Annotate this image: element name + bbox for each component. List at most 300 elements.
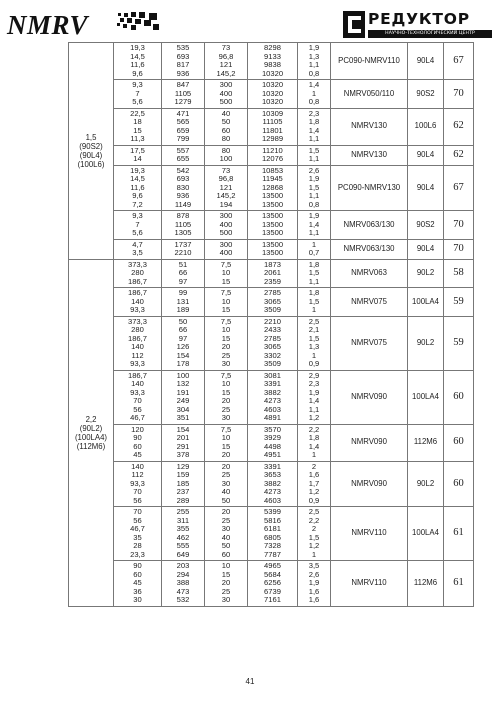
model-cell: NMRV063 bbox=[331, 259, 408, 288]
speed-cell bbox=[162, 288, 205, 317]
value: 96,8 bbox=[218, 174, 234, 183]
value: 1,4 bbox=[308, 396, 320, 405]
page-ref-cell: 67 bbox=[444, 43, 474, 80]
model-cell: NMRV063/130 bbox=[331, 211, 408, 240]
torque-cell bbox=[205, 145, 248, 165]
service-factor-cell bbox=[298, 80, 331, 109]
value: 300 bbox=[219, 239, 233, 249]
torque-cell bbox=[205, 165, 248, 211]
value: 186,7 bbox=[127, 370, 147, 380]
value: 12868 bbox=[261, 182, 284, 192]
value: 1,3 bbox=[308, 51, 320, 61]
value: 471 bbox=[176, 108, 190, 118]
value: 46,7 bbox=[130, 524, 145, 533]
value: 7 bbox=[135, 88, 140, 98]
value: 5399 bbox=[264, 507, 281, 516]
table-row bbox=[69, 424, 474, 461]
value: 203 bbox=[176, 561, 190, 570]
ratio-cell bbox=[114, 165, 162, 211]
ratio-cell bbox=[114, 80, 162, 109]
value: 10309 bbox=[261, 108, 284, 118]
torque-cell bbox=[205, 211, 248, 240]
value: 1,7 bbox=[308, 478, 320, 488]
value: 3653 bbox=[264, 470, 281, 479]
value: 121 bbox=[219, 60, 233, 69]
value: 112 bbox=[131, 350, 144, 360]
motor-cell: 90L2 bbox=[408, 259, 444, 288]
value: 9,3 bbox=[132, 80, 143, 89]
value: 194 bbox=[219, 199, 233, 209]
value: 93,3 bbox=[130, 359, 145, 368]
torque-cell bbox=[205, 424, 248, 461]
page-ref-cell: 60 bbox=[444, 461, 474, 507]
model-cell: NMRV050/110 bbox=[331, 80, 408, 109]
value: 99 bbox=[178, 288, 188, 297]
value: 4603 bbox=[264, 495, 281, 505]
table-row bbox=[69, 43, 474, 80]
value: 50 bbox=[221, 541, 231, 550]
value: 13500 bbox=[261, 211, 284, 220]
value: 12989 bbox=[261, 134, 284, 143]
value: 1,6 bbox=[308, 586, 320, 596]
value: 140 bbox=[131, 342, 144, 351]
value: 154 bbox=[176, 350, 190, 360]
value: 96,8 bbox=[218, 51, 234, 61]
value: 6739 bbox=[264, 586, 281, 596]
motor-cell: 90L4 bbox=[408, 145, 444, 165]
value: 185 bbox=[176, 478, 190, 488]
value: 13500 bbox=[261, 191, 284, 200]
motor-cell: 90L2 bbox=[408, 461, 444, 507]
gearbox-spec-table bbox=[68, 42, 474, 607]
value: 11210 bbox=[262, 145, 283, 155]
value: 121 bbox=[219, 182, 233, 192]
value: 1279 bbox=[174, 97, 192, 106]
value: 4965 bbox=[264, 561, 281, 570]
value: 2,3 bbox=[308, 108, 320, 118]
value: 4,7 bbox=[132, 239, 143, 249]
load-cell bbox=[248, 370, 298, 424]
value: 73 bbox=[221, 165, 231, 175]
value: 10 bbox=[221, 268, 231, 277]
value: 15 bbox=[221, 333, 231, 343]
value: 97 bbox=[178, 333, 188, 343]
value: 25 bbox=[221, 515, 231, 525]
value: 56 bbox=[133, 515, 142, 525]
value: 400 bbox=[219, 219, 233, 229]
value: 15 bbox=[221, 569, 231, 579]
service-factor-cell bbox=[298, 43, 331, 80]
value: 500 bbox=[219, 97, 233, 106]
value: 936 bbox=[176, 68, 190, 78]
value: 126 bbox=[176, 342, 190, 351]
value: 45 bbox=[133, 578, 142, 587]
value: 56 bbox=[133, 404, 142, 414]
motor-cell: 100LA4 bbox=[408, 507, 444, 561]
value: 186,7 bbox=[127, 333, 147, 343]
value: 3,5 bbox=[132, 248, 143, 257]
value: 1 bbox=[311, 305, 317, 314]
value: 649 bbox=[176, 549, 190, 559]
value: 73 bbox=[221, 43, 231, 52]
value: 2210 bbox=[264, 316, 281, 326]
value: 1,9 bbox=[308, 387, 320, 397]
value: 35 bbox=[133, 532, 142, 542]
value: 1,9 bbox=[308, 174, 320, 183]
company-name: РЕДУКТОР bbox=[368, 10, 470, 28]
value: 70 bbox=[133, 487, 142, 496]
value: 20 bbox=[221, 578, 231, 587]
ratio-cell bbox=[114, 108, 162, 145]
value: 1105 bbox=[174, 88, 192, 98]
value: 655 bbox=[176, 154, 190, 163]
value: 4951 bbox=[264, 450, 281, 459]
value: 3929 bbox=[264, 433, 281, 442]
speed-cell bbox=[162, 80, 205, 109]
load-cell bbox=[248, 80, 298, 109]
brand-wordmark: NMRV bbox=[7, 10, 89, 40]
speed-cell bbox=[162, 165, 205, 211]
power-label: (90L4) bbox=[79, 150, 103, 160]
value: 132 bbox=[176, 379, 190, 388]
table-row bbox=[69, 259, 474, 288]
value: 10 bbox=[221, 433, 231, 442]
value: 129 bbox=[176, 461, 190, 471]
value: 186,7 bbox=[127, 288, 147, 297]
value: 1,5 bbox=[308, 532, 320, 542]
torque-cell bbox=[205, 80, 248, 109]
page-ref-cell: 60 bbox=[444, 424, 474, 461]
service-factor-cell bbox=[298, 165, 331, 211]
model-cell: NMRV090 bbox=[331, 461, 408, 507]
value: 7 bbox=[135, 219, 140, 229]
motor-cell: 100LA4 bbox=[408, 288, 444, 317]
motor-cell: 90S2 bbox=[408, 211, 444, 240]
value: 19,3 bbox=[130, 43, 145, 52]
value: 400 bbox=[219, 248, 233, 257]
value: 13500 bbox=[261, 199, 284, 209]
value: 90 bbox=[133, 433, 142, 442]
value: 93,3 bbox=[130, 387, 145, 397]
value: 93,3 bbox=[130, 478, 145, 488]
value: 10 bbox=[221, 325, 231, 334]
value: 542 bbox=[176, 165, 190, 175]
service-factor-cell bbox=[298, 239, 331, 259]
value: 28 bbox=[133, 541, 142, 550]
value: 1,2 bbox=[308, 541, 320, 550]
value: 50 bbox=[221, 495, 231, 505]
value: 3882 bbox=[264, 478, 281, 488]
ratio-cell bbox=[114, 43, 162, 80]
value: 7,5 bbox=[220, 259, 232, 269]
service-factor-cell bbox=[298, 259, 331, 288]
ratio-cell bbox=[114, 424, 162, 461]
table-row bbox=[69, 108, 474, 145]
value: 140 bbox=[131, 379, 144, 388]
value: 9,3 bbox=[132, 211, 143, 220]
torque-cell bbox=[205, 288, 248, 317]
value: 25 bbox=[221, 350, 231, 360]
value: 70 bbox=[133, 507, 142, 516]
value: 11945 bbox=[262, 174, 283, 183]
value: 2 bbox=[311, 524, 317, 533]
value: 25 bbox=[221, 470, 231, 479]
speed-cell bbox=[162, 461, 205, 507]
value: 22,5 bbox=[130, 108, 145, 118]
value: 66 bbox=[178, 268, 188, 277]
value: 1,1 bbox=[308, 134, 320, 143]
torque-cell bbox=[205, 239, 248, 259]
value: 51 bbox=[178, 259, 188, 269]
value: 3882 bbox=[264, 387, 281, 397]
table-row bbox=[69, 239, 474, 259]
value: 1,1 bbox=[308, 154, 320, 163]
value: 2359 bbox=[264, 276, 281, 286]
value: 3509 bbox=[264, 359, 281, 368]
value: 565 bbox=[176, 117, 190, 126]
value: 1 bbox=[311, 88, 317, 98]
speed-cell bbox=[162, 145, 205, 165]
value: 1,6 bbox=[308, 470, 320, 479]
ratio-cell bbox=[114, 211, 162, 240]
value: 4273 bbox=[264, 396, 281, 405]
model-cell: NMRV090 bbox=[331, 424, 408, 461]
value: 15 bbox=[221, 441, 231, 451]
ratio-cell bbox=[114, 507, 162, 561]
ratio-cell bbox=[114, 316, 162, 370]
value: 25 bbox=[221, 586, 231, 596]
load-cell bbox=[248, 108, 298, 145]
value: 1,2 bbox=[308, 413, 320, 422]
ratio-cell bbox=[114, 561, 162, 607]
value: 80 bbox=[221, 145, 231, 155]
load-cell bbox=[248, 424, 298, 461]
value: 20 bbox=[221, 507, 231, 516]
value: 60 bbox=[221, 549, 231, 559]
value: 473 bbox=[176, 586, 190, 596]
value: 388 bbox=[176, 578, 190, 587]
value: 2 bbox=[311, 461, 317, 471]
model-cell: NMRV075 bbox=[331, 288, 408, 317]
table-row bbox=[69, 370, 474, 424]
motor-cell: 90L4 bbox=[408, 165, 444, 211]
torque-cell bbox=[205, 561, 248, 607]
torque-cell bbox=[205, 461, 248, 507]
value: 13500 bbox=[261, 239, 284, 249]
gear-logo-icon bbox=[343, 11, 365, 38]
value: 373,3 bbox=[127, 316, 147, 326]
value: 289 bbox=[176, 495, 190, 505]
value: 1,1 bbox=[308, 276, 320, 286]
load-cell bbox=[248, 288, 298, 317]
value: 555 bbox=[176, 541, 190, 550]
value: 14,5 bbox=[130, 174, 145, 183]
value: 300 bbox=[219, 80, 233, 89]
model-cell: NMRV063/130 bbox=[331, 239, 408, 259]
value: 30 bbox=[221, 478, 231, 488]
value: 6256 bbox=[264, 578, 281, 587]
table-row bbox=[69, 316, 474, 370]
value: 30 bbox=[221, 524, 231, 533]
ratio-cell bbox=[114, 259, 162, 288]
value: 2,2 bbox=[308, 515, 320, 525]
value: 1873 bbox=[264, 259, 281, 269]
value: 11,6 bbox=[130, 60, 145, 69]
speed-cell bbox=[162, 424, 205, 461]
model-cell: NMRV130 bbox=[331, 145, 408, 165]
value: 7,5 bbox=[220, 424, 232, 434]
value: 249 bbox=[176, 396, 190, 405]
motor-cell: 100L6 bbox=[408, 108, 444, 145]
value: 311 bbox=[176, 515, 190, 525]
value: 40 bbox=[221, 532, 231, 542]
value: 100 bbox=[219, 154, 233, 163]
value: 1,1 bbox=[308, 60, 320, 69]
value: 1149 bbox=[174, 199, 192, 209]
value: 80 bbox=[221, 134, 231, 143]
speed-cell bbox=[162, 239, 205, 259]
value: 378 bbox=[176, 450, 190, 459]
value: 9838 bbox=[264, 60, 281, 69]
value: 11,3 bbox=[130, 134, 145, 143]
power-label: (112M6) bbox=[76, 441, 106, 451]
value: 145,2 bbox=[216, 191, 236, 200]
value: 66 bbox=[178, 325, 188, 334]
value: 7328 bbox=[264, 541, 281, 550]
value: 20 bbox=[221, 461, 231, 471]
value: 93,3 bbox=[130, 305, 145, 314]
page-ref-cell: 62 bbox=[444, 145, 474, 165]
value: 36 bbox=[133, 586, 142, 596]
value: 2,5 bbox=[308, 507, 320, 516]
value: 178 bbox=[176, 359, 190, 368]
value: 237 bbox=[176, 487, 190, 496]
value: 40 bbox=[221, 108, 231, 118]
table-row bbox=[69, 461, 474, 507]
power-label: (100LA4) bbox=[74, 432, 108, 442]
page-ref-cell: 60 bbox=[444, 370, 474, 424]
value: 878 bbox=[176, 211, 190, 220]
value: 693 bbox=[176, 51, 190, 61]
value: 9133 bbox=[264, 51, 281, 61]
value: 1,3 bbox=[308, 342, 320, 351]
service-factor-cell bbox=[298, 561, 331, 607]
value: 255 bbox=[176, 507, 190, 516]
value: 9,6 bbox=[132, 191, 143, 200]
value: 7,2 bbox=[132, 199, 143, 209]
value: 373,3 bbox=[127, 259, 147, 269]
value: 1,1 bbox=[308, 191, 320, 200]
model-cell: PC090-NMRV110 bbox=[331, 43, 408, 80]
value: 1,5 bbox=[308, 182, 320, 192]
page-ref-cell: 58 bbox=[444, 259, 474, 288]
page-ref-cell: 59 bbox=[444, 288, 474, 317]
motor-cell: 90S2 bbox=[408, 80, 444, 109]
value: 45 bbox=[133, 450, 142, 459]
value: 1737 bbox=[174, 239, 192, 249]
company-tagline: НАУЧНО-ТЕХНОЛОГИЧЕСКИЙ ЦЕНТР bbox=[368, 30, 492, 38]
value: 291 bbox=[176, 441, 190, 451]
power-label: 2,2 bbox=[85, 414, 97, 424]
value: 294 bbox=[176, 569, 190, 579]
value: 1 bbox=[311, 450, 317, 459]
value: 4603 bbox=[264, 404, 281, 414]
value: 1105 bbox=[174, 219, 192, 229]
power-label: (100L6) bbox=[77, 159, 105, 169]
table-row bbox=[69, 288, 474, 317]
value: 50 bbox=[221, 117, 231, 126]
value: 1,2 bbox=[308, 487, 320, 496]
value: 3302 bbox=[264, 350, 281, 360]
model-cell: NMRV110 bbox=[331, 507, 408, 561]
value: 131 bbox=[176, 296, 190, 306]
value: 30 bbox=[221, 359, 231, 368]
value: 13500 bbox=[261, 228, 284, 237]
value: 11,6 bbox=[130, 182, 145, 192]
value: 159 bbox=[176, 470, 190, 479]
motor-cell: 90L2 bbox=[408, 316, 444, 370]
value: 0,8 bbox=[308, 97, 320, 106]
motor-cell: 112M6 bbox=[408, 561, 444, 607]
value: 2,6 bbox=[308, 569, 320, 579]
value: 10320 bbox=[261, 88, 284, 98]
power-cell bbox=[69, 259, 114, 606]
value: 1,5 bbox=[308, 268, 320, 277]
value: 70 bbox=[133, 396, 142, 405]
value: 15 bbox=[221, 305, 231, 314]
value: 60 bbox=[133, 569, 142, 579]
value: 13500 bbox=[261, 248, 284, 257]
model-cell: NMRV075 bbox=[331, 316, 408, 370]
value: 10 bbox=[221, 379, 231, 388]
value: 3081 bbox=[264, 370, 281, 380]
value: 140 bbox=[131, 461, 144, 471]
value: 18 bbox=[133, 117, 142, 126]
value: 40 bbox=[221, 487, 231, 496]
speed-cell bbox=[162, 370, 205, 424]
value: 7,5 bbox=[220, 288, 232, 297]
value: 189 bbox=[176, 305, 190, 314]
value: 10320 bbox=[261, 97, 284, 106]
value: 1,4 bbox=[308, 219, 320, 229]
value: 280 bbox=[131, 325, 144, 334]
power-label: (90S2) bbox=[79, 141, 103, 151]
value: 12076 bbox=[261, 154, 284, 163]
value: 847 bbox=[176, 80, 190, 89]
value: 1,1 bbox=[308, 228, 320, 237]
page-ref-cell: 70 bbox=[444, 80, 474, 109]
service-factor-cell bbox=[298, 288, 331, 317]
value: 60 bbox=[133, 441, 142, 451]
value: 1,5 bbox=[308, 145, 320, 155]
value: 1,1 bbox=[308, 404, 320, 414]
value: 0,8 bbox=[308, 199, 320, 209]
checkered-flag-icon bbox=[116, 11, 160, 31]
value: 9,6 bbox=[132, 68, 143, 78]
motor-cell: 100LA4 bbox=[408, 370, 444, 424]
value: 1,4 bbox=[308, 441, 320, 451]
value: 3,5 bbox=[308, 561, 320, 570]
value: 817 bbox=[176, 60, 190, 69]
value: 10320 bbox=[261, 80, 284, 89]
speed-cell bbox=[162, 507, 205, 561]
load-cell bbox=[248, 145, 298, 165]
torque-cell bbox=[205, 43, 248, 80]
value: 2061 bbox=[264, 268, 281, 277]
value: 15 bbox=[221, 387, 231, 397]
value: 936 bbox=[176, 191, 190, 200]
value: 693 bbox=[176, 174, 190, 183]
